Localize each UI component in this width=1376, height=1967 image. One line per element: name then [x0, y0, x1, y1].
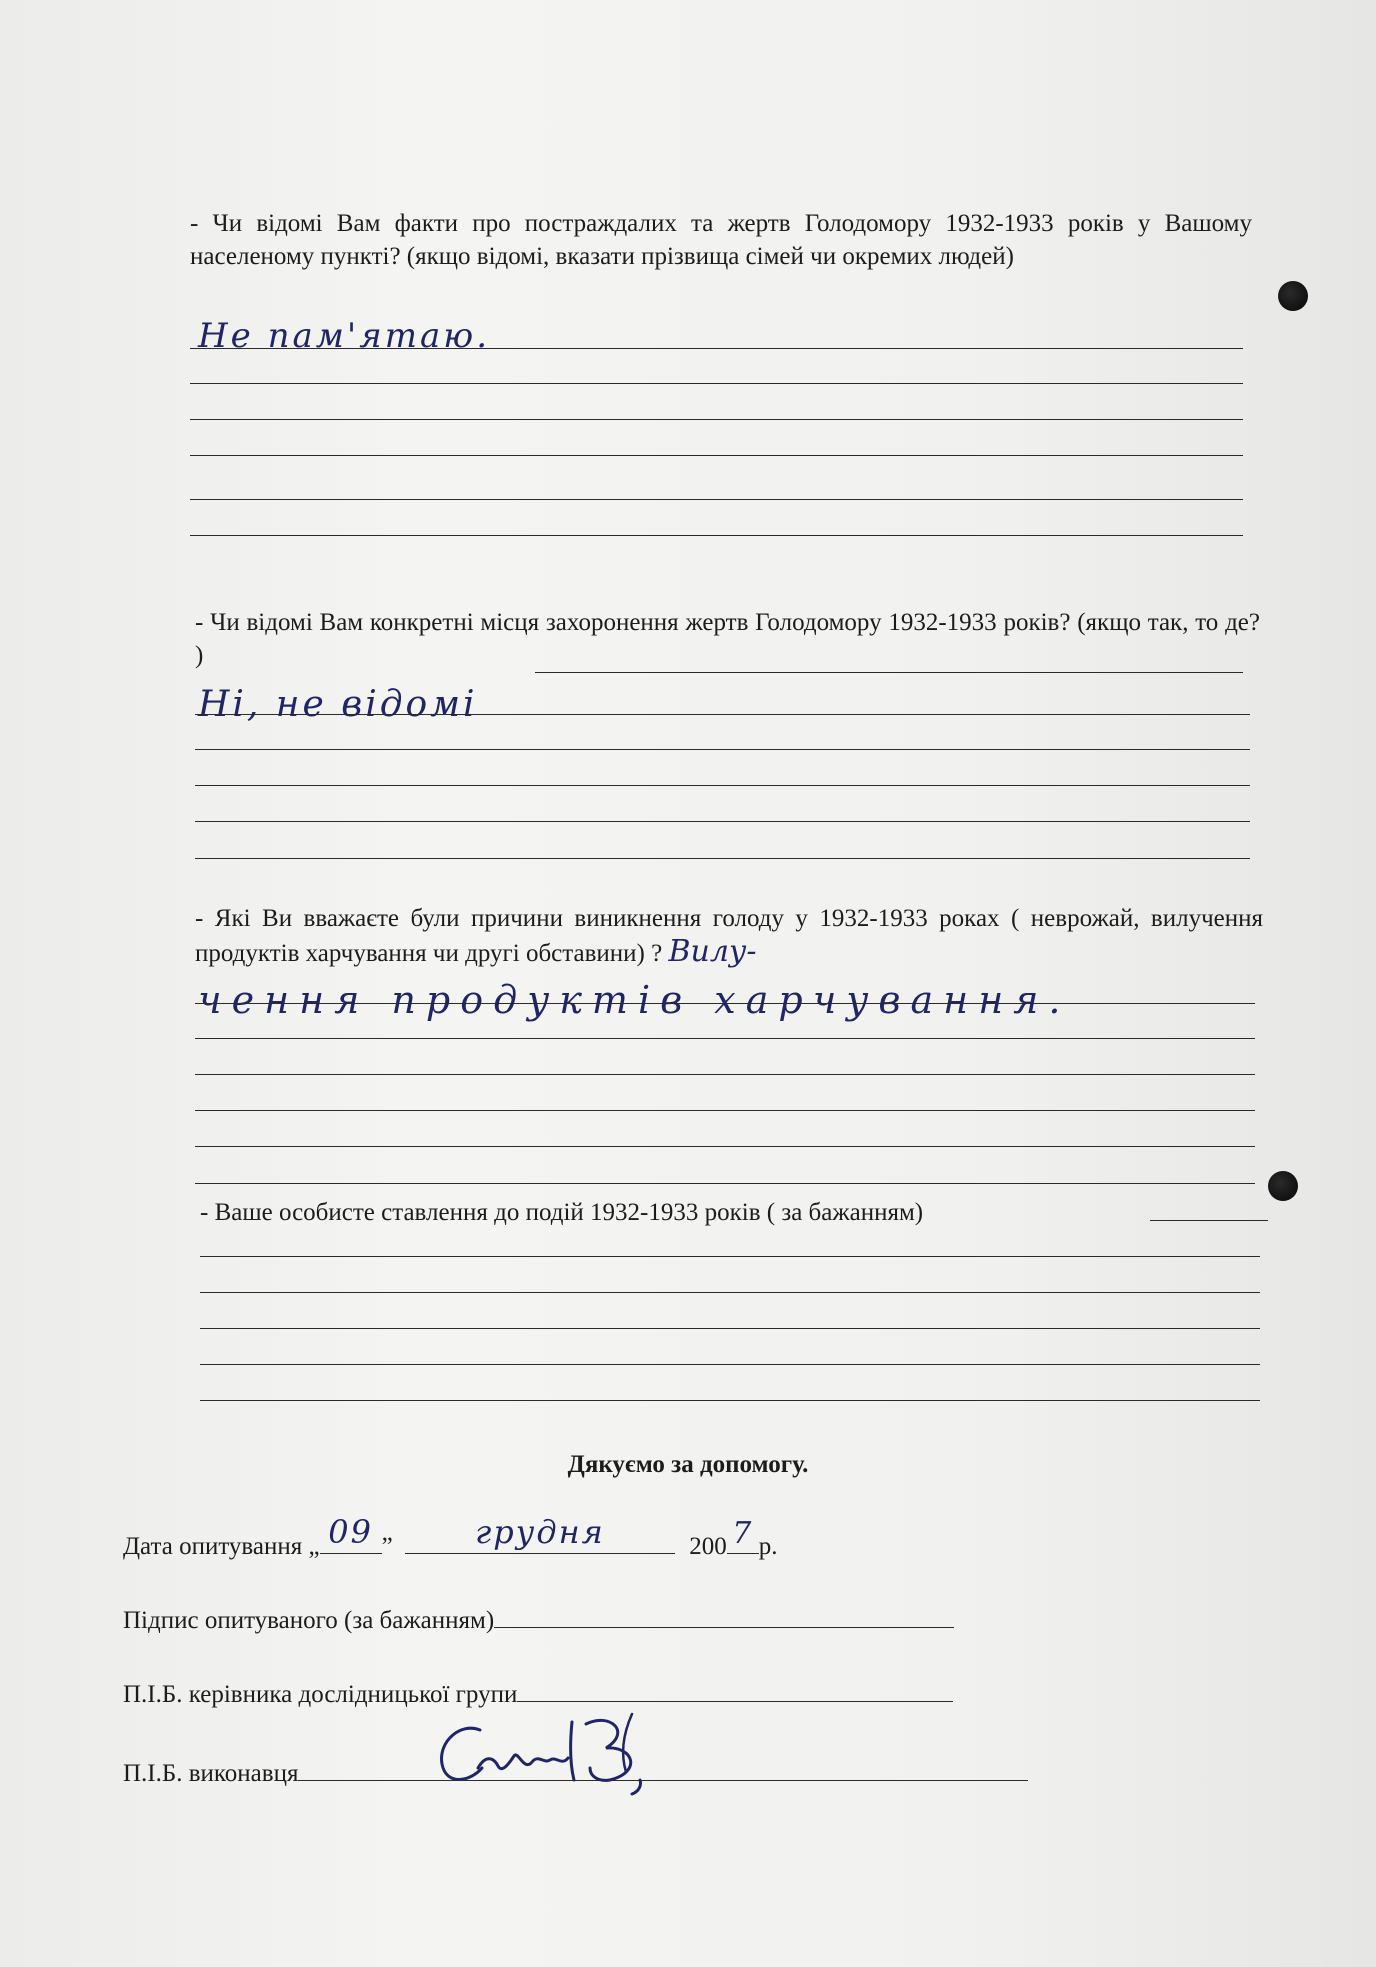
answer-line [1150, 1220, 1268, 1221]
question-2-answer: Ні, не відомі [198, 684, 478, 725]
survey-date-year [727, 1516, 759, 1554]
answer-line [195, 1146, 1255, 1147]
answer-line [195, 714, 1250, 715]
question-3-answer-cont: чення продуктів харчування. [198, 978, 1071, 1022]
executor-signature [420, 1702, 720, 1802]
answer-line [200, 1292, 1260, 1293]
survey-date-year-suffix: р. [758, 1533, 778, 1560]
answer-line [190, 499, 1243, 500]
answer-line [200, 1328, 1260, 1329]
respondent-signature-blank [494, 1603, 954, 1628]
answer-line [535, 672, 1243, 673]
question-3-answer-start: Вилу- [668, 934, 757, 969]
survey-date-year-value: 7 [732, 1516, 754, 1551]
survey-date-year-prefix: 200 [689, 1533, 727, 1560]
survey-date-day-value: 09 [328, 1513, 373, 1551]
answer-line [200, 1256, 1260, 1257]
answer-line [190, 348, 1243, 349]
answer-line [195, 1038, 1255, 1039]
answer-line [200, 1400, 1260, 1401]
survey-date-day [320, 1513, 382, 1554]
question-1-answer: Не пам'ятаю. [198, 316, 491, 356]
survey-date-month-value: грудня [475, 1513, 605, 1551]
date-open-quote: „ [308, 1533, 320, 1560]
thanks-text: Дякуємо за допомогу. [567, 1451, 809, 1478]
answer-line [195, 1110, 1255, 1111]
question-3-label: - Які Ви вважаєте були причини виникнення голоду у 1932-1933 роках ( неврожай, вилучення продуктів харчування чи другі обставини) ? [195, 905, 1263, 967]
answer-line [195, 1183, 1255, 1184]
answer-line [195, 785, 1250, 786]
answer-line [190, 455, 1243, 456]
date-close-quote: ” [381, 1533, 393, 1560]
answer-line [200, 1364, 1260, 1365]
answer-line [190, 535, 1243, 536]
respondent-signature-label: Підпис опитуваного (за бажанням) [123, 1607, 495, 1634]
question-4-text: - Ваше особисте ставлення до подій 1932-1933 років ( за бажанням) [200, 1199, 924, 1226]
survey-date-label: Дата опитування [123, 1533, 303, 1560]
answer-line [195, 858, 1250, 859]
survey-date-row [123, 1513, 778, 1561]
survey-date-month [405, 1513, 675, 1554]
research-lead-label: П.І.Б. керівника дослідницької групи [123, 1681, 518, 1708]
answer-line [195, 1003, 1255, 1004]
executor-label: П.І.Б. виконавця [123, 1760, 299, 1787]
question-2-text: - Чи відомі Вам конкретні місця захоронення жертв Голодомору 1932-1933 років? (якщо так, то де? ) [195, 609, 1260, 669]
punch-hole [1278, 281, 1308, 311]
answer-line [195, 821, 1250, 822]
answer-line [195, 749, 1250, 750]
answer-line [195, 1074, 1255, 1075]
punch-hole [1268, 1171, 1298, 1201]
question-1-text: - Чи відомі Вам факти про постраждалих та жертв Голодомору 1932-1933 років у Вашому населеному пункті? (якщо відомі, вказати прізвища сімей чи окремих людей) [190, 210, 1252, 270]
answer-line [190, 383, 1243, 384]
question-3-text [195, 902, 1263, 970]
respondent-signature-row [123, 1603, 954, 1635]
answer-line [190, 419, 1243, 420]
research-lead-blank [517, 1677, 953, 1702]
